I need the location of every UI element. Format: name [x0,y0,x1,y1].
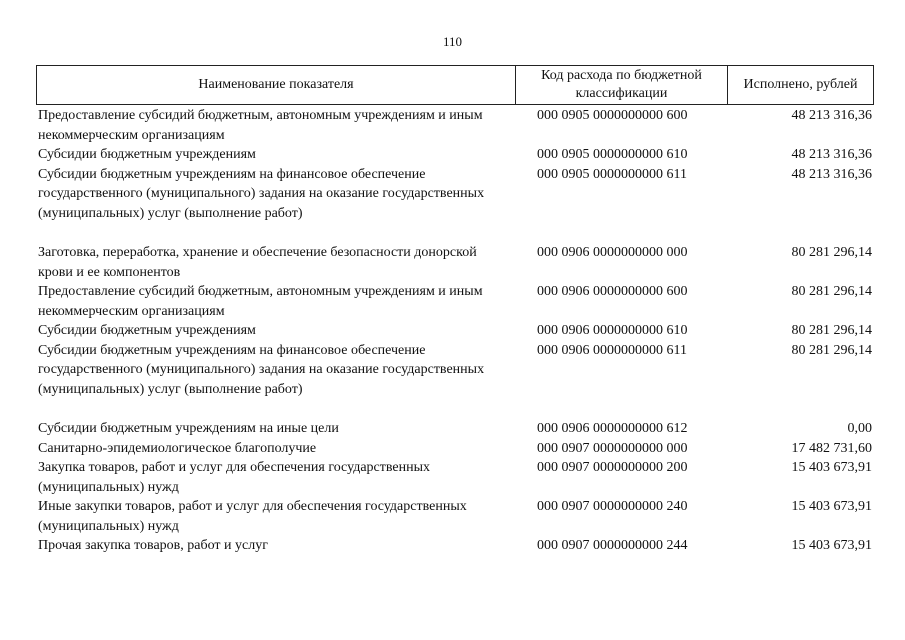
row-executed: 80 281 296,14 [791,245,872,260]
row-executed: 48 213 316,36 [791,147,872,162]
row-executed: 48 213 316,36 [791,166,872,182]
row-executed: 80 281 296,14 [791,342,872,358]
table-row [36,341,874,400]
row-executed: 80 281 296,14 [791,284,872,299]
table-body [36,106,874,556]
table-row [36,439,874,459]
table-row [36,458,874,497]
row-executed: 15 403 673,91 [791,460,872,475]
row-name: Субсидии бюджетным учреждениям [38,147,256,162]
column-header-executed: Исполнено, рублей [743,77,858,92]
row-executed: 15 403 673,91 [791,499,872,514]
row-code: 000 0907 0000000000 244 [537,538,688,553]
row-name: Субсидии бюджетным учреждениям на финансовое обеспечение государственного (муниципального) задания на оказание государственных (муниципальных) услуг (выполнение работ) [38,166,485,221]
row-name: Предоставление субсидий бюджетным, автономным учреждениям и иным некоммерческим организациям [38,108,483,143]
row-name: Санитарно-эпидемиологическое благополучие [38,440,317,456]
table-row [36,282,874,321]
table-row [36,106,874,145]
row-code: 000 0906 0000000000 612 [537,421,688,436]
row-code: 000 0906 0000000000 600 [537,284,688,299]
row-name: Субсидии бюджетным учреждениям [38,323,256,338]
row-code: 000 0905 0000000000 610 [537,147,688,162]
page-number: 110 [442,34,463,49]
table-row [36,243,874,282]
row-name: Субсидии бюджетным учреждениям на финансовое обеспечение государственного (муниципального) задания на оказание государственных (муниципальных) услуг (выполнение работ) [38,342,485,397]
row-name: Субсидии бюджетным учреждениям на иные цели [38,421,339,436]
table-header [36,65,874,105]
row-executed: 0,00 [847,421,872,436]
table-row [36,536,874,556]
row-name: Заготовка, переработка, хранение и обеспечение безопасности донорской крови и ее компонентов [38,245,477,280]
row-executed: 15 403 673,91 [791,538,872,553]
row-code: 000 0906 0000000000 611 [537,342,687,358]
table-row [36,145,874,165]
column-header-code: Код расхода по бюджетной классификации [516,66,728,104]
row-code: 000 0907 0000000000 000 [537,440,688,456]
row-code: 000 0905 0000000000 611 [537,166,687,182]
row-executed: 80 281 296,14 [791,323,872,338]
row-name: Иные закупки товаров, работ и услуг для обеспечения государственных (муниципальных) нужд [38,499,467,534]
row-code: 000 0906 0000000000 000 [537,245,688,260]
row-code: 000 0906 0000000000 610 [537,323,688,338]
row-executed: 17 482 731,60 [791,440,872,456]
column-header-name: Наименование показателя [37,66,516,104]
table-row [36,321,874,341]
row-name: Закупка товаров, работ и услуг для обеспечения государственных (муниципальных) нужд [38,460,431,495]
row-executed: 48 213 316,36 [791,108,872,123]
table-row [36,497,874,536]
table-row [36,165,874,224]
row-name: Предоставление субсидий бюджетным, автономным учреждениям и иным некоммерческим организациям [38,284,483,319]
row-name: Прочая закупка товаров, работ и услуг [38,538,268,553]
row-code: 000 0905 0000000000 600 [537,108,688,123]
row-code: 000 0907 0000000000 200 [537,460,688,475]
row-code: 000 0907 0000000000 240 [537,499,688,514]
table-row [36,419,874,439]
